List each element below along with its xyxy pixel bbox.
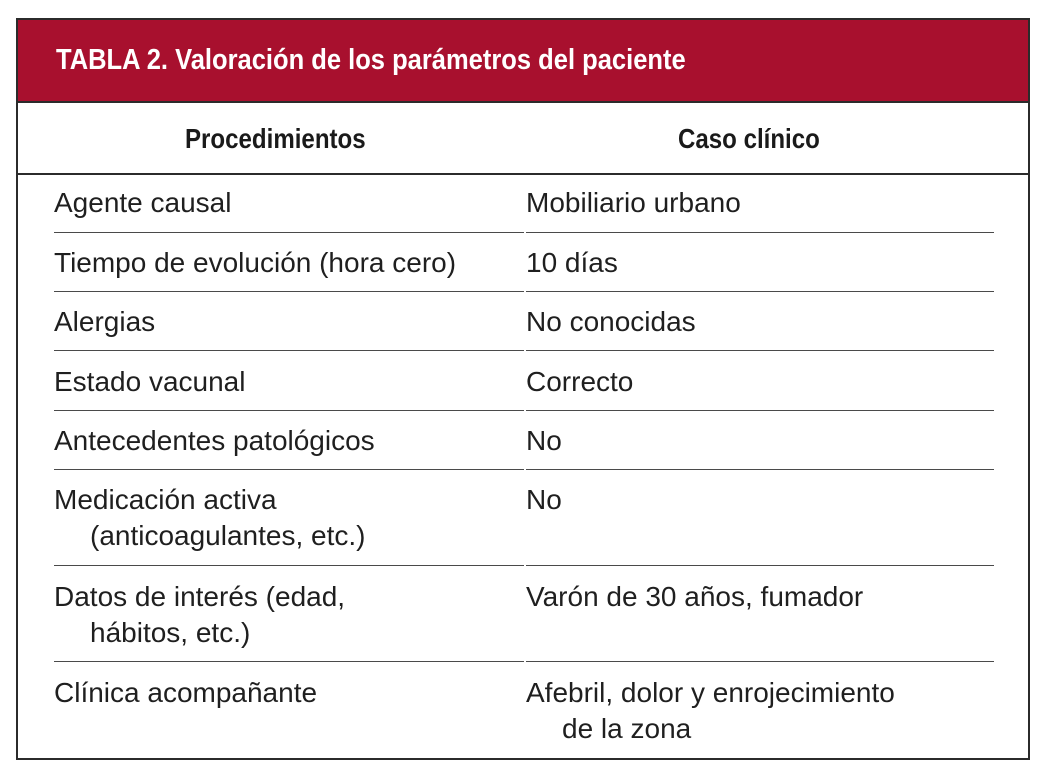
cell-procedimiento: Alergias [54,306,156,337]
cell-caso: Varón de 30 años, fumador [526,581,864,612]
cell-caso: No conocidas [526,306,696,337]
cell-caso: 10 días [526,247,618,278]
table-title: TABLA 2. Valoración de los parámetros del paciente [56,44,686,76]
row-divider [54,350,524,351]
row-divider [54,469,524,470]
table-frame [16,18,1030,760]
row-divider [54,410,524,411]
cell-procedimiento: Datos de interés (edad, hábitos, etc.) [54,581,346,648]
column-header-row [18,103,1028,175]
row-divider [54,661,524,662]
row-divider [54,565,524,566]
row-divider [526,350,994,351]
cell-caso: No [526,484,562,515]
column-header-procedimientos: Procedimientos [185,123,366,154]
row-divider [54,291,524,292]
row-divider [526,232,994,233]
cell-procedimiento: Agente causal [54,187,232,218]
cell-procedimiento: Antecedentes patológicos [54,425,375,456]
table-title-bar [18,20,1028,103]
row-divider [526,469,994,470]
row-divider [526,410,994,411]
row-divider [54,232,524,233]
cell-caso: Afebril, dolor y enrojecimiento de la zona [526,677,895,744]
cell-procedimiento: Medicación activa (anticoagulantes, etc.) [54,484,366,551]
column-header-caso-clinico: Caso clínico [678,123,820,154]
cell-procedimiento: Clínica acompañante [54,677,318,708]
row-divider [526,661,994,662]
cell-caso: Mobiliario urbano [526,187,741,218]
cell-procedimiento: Tiempo de evolución (hora cero) [54,247,457,278]
row-divider [526,565,994,566]
cell-caso: Correcto [526,366,634,397]
row-divider [526,291,994,292]
cell-procedimiento: Estado vacunal [54,366,246,397]
cell-caso: No [526,425,562,456]
